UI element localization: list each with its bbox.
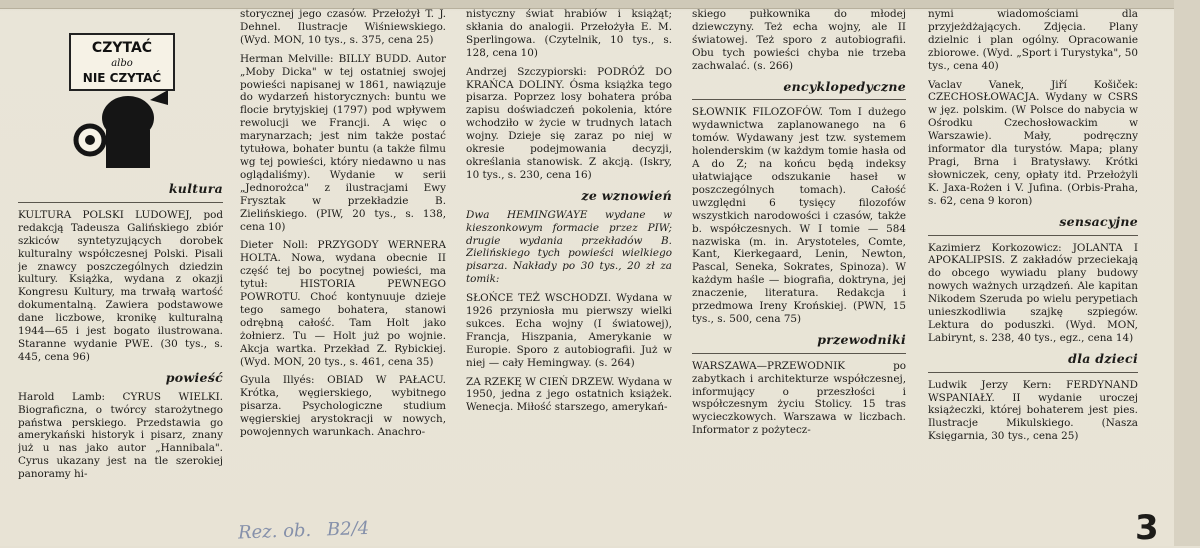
- article-slownik-filozofow: SŁOWNIK FILOZOFÓW. Tom I dużego wydawnictwa zaplanowanego na 6 tomów. Wydawany jest tzw. systemem holenderskim (w każdym tomie hasła od A do Z; na końcu będą indeksy ułatwiające odszukanie haseł w poszczególnych tomach). Całość uwzględni 6 tysięcy filozofów wszystkich narodowości i czasów, także b. współczesnych. W I tomie — 584 nazwiska (m. in. Arystoteles, Comte, Kant, Kierkegaard, Lenin, Newton, Pascal, Seneka, Sokrates, Spinoza). W każdym haśle — biografia, doktryna, jej znaczenie, literatura. Redakcja i przedmowa Ireny Krońskiej. (PWN, 15 tys., s. 500, cena 75): [692, 106, 906, 325]
- article-podroz-do-kranca-doliny: Andrzej Szczypiorski: PODRÓŻ DO KRAŃCA DOLINY. Ósma książka tego pisarza. Poprzez losy bohatera próba zapisu doświadczeń pokolenia, które wchodziło w życie w trudnych latach wojny. Dzieje się zaraz po niej w okresie podejmowania decyzji, określania stanowisk. Z akcją. (Iskry, 10 tys., s. 230, cena 16): [466, 65, 672, 181]
- section-heading-przewodniki: przewodniki: [817, 331, 906, 347]
- article-czechoslowacja: Vaclav Vanek, Jiří Košiček: CZECHOSŁOWACJA. Wydany w CSRS w jęz. polskim. (W Polsce do nabycia w Ośrodku Czechosłowackim w Warszawie). Mały, podręczny informator dla turystów. Mapa; plany Pragi, Brna i Bratysławy. Krótki słowniczek, ceny, opłaty itd. Przełożyli K. Jaxa-Rożen i V. Jufina. (Orbis-Praha, s. 62, cena 9 koron): [928, 78, 1138, 207]
- library-stamp: [238, 518, 380, 544]
- section-heading-kultura: kultura: [168, 181, 223, 196]
- divider: [18, 202, 223, 203]
- divider: [692, 353, 906, 354]
- article-cyrus-wielki: Harold Lamb: CYRUS WIELKI. Biograficzna, o twórcy starożytnego państwa perskiego. Przedstawia go amerykański historyk i pisarz, znany już u nas jako autor „Hannibala". Cyrus ukazany jest na tle szerokiej panoramy hi-: [18, 390, 223, 481]
- section-heading-dla-dzieci: dla dzieci: [1068, 350, 1138, 366]
- czytac-logo-drawing: [68, 30, 178, 175]
- article-warszawa-continued: nymi wiadomościami dla przyjeżdżających. Zdjęcia. Plany dzielnic i plan ogólny. Opracowanie zbiorowe. (Wyd. „Sport i Turystyka", 50 tys., cena 40): [928, 8, 1138, 72]
- article-cyrus-continued: storycznej jego czasów. Przełożył T. J. Dehnel. Ilustracje Wiśniewskiego. (Wyd. MON, 10 tys., s. 375, cena 25): [240, 8, 446, 46]
- stamp-right-text: B2/4: [326, 517, 370, 541]
- page-number: 3: [1135, 508, 1159, 548]
- czytac-logo: [68, 30, 178, 175]
- article-kultura-polski-ludowej: KULTURA POLSKI LUDOWEJ, pod redakcją Tadeusza Galińskiego zbiór szkiców syntetyzujących dorobek kulturalny współczesnej Polski. Pisali je znawcy poszczególnych dziedzin kultury. Książka, wydana z okazji Kongresu Kultury, ma trwałą wartość dokumentalną. Zawiera podstawowe dane liczbowe, kronikę kulturalną 1944—65 i jest bogato ilustrowana. Staranne wydanie PWE. (30 tys., s. 445, cena 96): [18, 208, 223, 363]
- article-billy-budd: Herman Melville: BILLY BUDD. Autor „Moby Dicka" w tej ostatniej swojej powieści napisanej w 1861, nawiązuje do wydarzeń historycznych: buntu we flocie brytyjskiej (1797) pod wpływem rewolucji we Francji. A więc o marynarzach; jest nim także postać tytułowa, bohater buntu (a także filmu wg tej powieści, który niedawno u nas oglądaliśmy). Wydanie w serii „Jednorożca" z ilustracjami Ewy Frysztak w przekładzie B. Zielińskiego. (PIW, 20 tys., s. 138, cena 10): [240, 52, 446, 233]
- section-heading-powiesc: powieść: [165, 369, 223, 385]
- stamp-left-text: Rez. ob.: [237, 519, 312, 544]
- article-za-rzeke-w-cien-drzew: ZA RZEKĘ W CIEŃ DRZEW. Wydana w 1950, jedna z jego ostatnich książek. Wenecja. Miłość starszego, amerykań-: [466, 375, 672, 414]
- article-ferdynand-wspanialy: Ludwik Jerzy Kern: FERDYNAND WSPANIAŁY. II wydanie uroczej książeczki, której bohaterem jest pies. Ilustracje Mikulskiego. (Nasza Księgarnia, 30 tys., cena 25): [928, 378, 1138, 443]
- column-2: [240, 8, 446, 541]
- divider: [928, 372, 1138, 373]
- divider: [928, 235, 1138, 236]
- section-heading-encyklopedyczne: encyklopedyczne: [783, 78, 906, 94]
- column-4: [692, 8, 906, 538]
- article-jolanta-i-apokalipsis: Kazimierz Korkozowicz: JOLANTA I APOKALIPSIS. Z zakładów przeciekają do obcego wywiadu plany budowy nowych ważnych urządzeń. Ale kapitan Nikodem Szeruda po wielu perypetiach unieszkodliwia szajkę szpiegów. Lektura do poduszki. (Wyd. MON, Labirynt, s. 238, 40 tys., egz., cena 14): [928, 241, 1138, 344]
- section-heading-sensacyjne: sensacyjne: [1059, 213, 1138, 229]
- section-heading-ze-wznowien: ze wznowień: [581, 187, 672, 203]
- logo-line2: albo: [111, 58, 133, 69]
- divider: [692, 99, 906, 100]
- article-obiad-w-palacu: Gyula Illyés: OBIAD W PAŁACU. Krótka, węgierskiego, wybitnego pisarza. Psychologiczne studium węgierskiej arystokracji w nowych, powojennych warunkach. Anachro-: [240, 374, 446, 439]
- article-obiad-continued: nistyczny świat hrabiów i książąt; skłania do analogii. Przełożyła E. M. Sperlingowa. (Czytelnik, 10 tys., s. 128, cena 10): [466, 8, 672, 59]
- column-5: [928, 8, 1138, 538]
- logo-line1: CZYTAĆ: [91, 40, 153, 56]
- article-warszawa-przewodnik: WARSZAWA—PRZEWODNIK po zabytkach i architekturze współczesnej, informujący o przeszłości i współczesnym życiu Stolicy. 15 tras wycieczkowych. Warszawa w liczbach. Informator z pożytecz-: [692, 359, 906, 437]
- logo-line3: NIE CZYTAĆ: [82, 71, 162, 85]
- column-3: [466, 8, 672, 538]
- article-hemingway-intro: Dwa HEMINGWAYE wydane w kieszonkowym formacie przez PIW; drugie wydania przekładów B. Zielińskiego tych powieści wielkiego pisarza. Nakłady po 30 tys., 20 zł za tomik:: [466, 208, 672, 286]
- column-1: [18, 8, 223, 538]
- right-margin: [1174, 0, 1200, 546]
- article-slonce-tez-wschodzi: SŁOŃCE TEŻ WSCHODZI. Wydana w 1926 przyniosła mu pierwszy wielki sukces. Echa wojny (I światowej), Francja, Hiszpania, Amerykanie w Europie. Sporo z autobiografii. Już w niej — cały Hemingway. (s. 264): [466, 292, 672, 369]
- article-za-rzeke-continued: skiego pułkownika do młodej dziewczyny. Też echa wojny, ale II światowej. Też sporo z autobiografii. Obu tych powieści chyba nie trzeba zachwalać. (s. 266): [692, 8, 906, 72]
- article-werner-holt: Dieter Noll: PRZYGODY WERNERA HOLTA. Nowa, wydana obecnie II część tej bo pocytnej powieści, ma tytuł: HISTORIA PEWNEGO POWROTU. Choć kontynuuje dzieje tego samego bohatera, stanowi odrębną całość. Tam Holt jako żołnierz. Tu — Holt już po wojnie. Akcja wartka. Przekład Z. Rybickiej. (Wyd. MON, 20 tys., s. 461, cena 35): [240, 239, 446, 368]
